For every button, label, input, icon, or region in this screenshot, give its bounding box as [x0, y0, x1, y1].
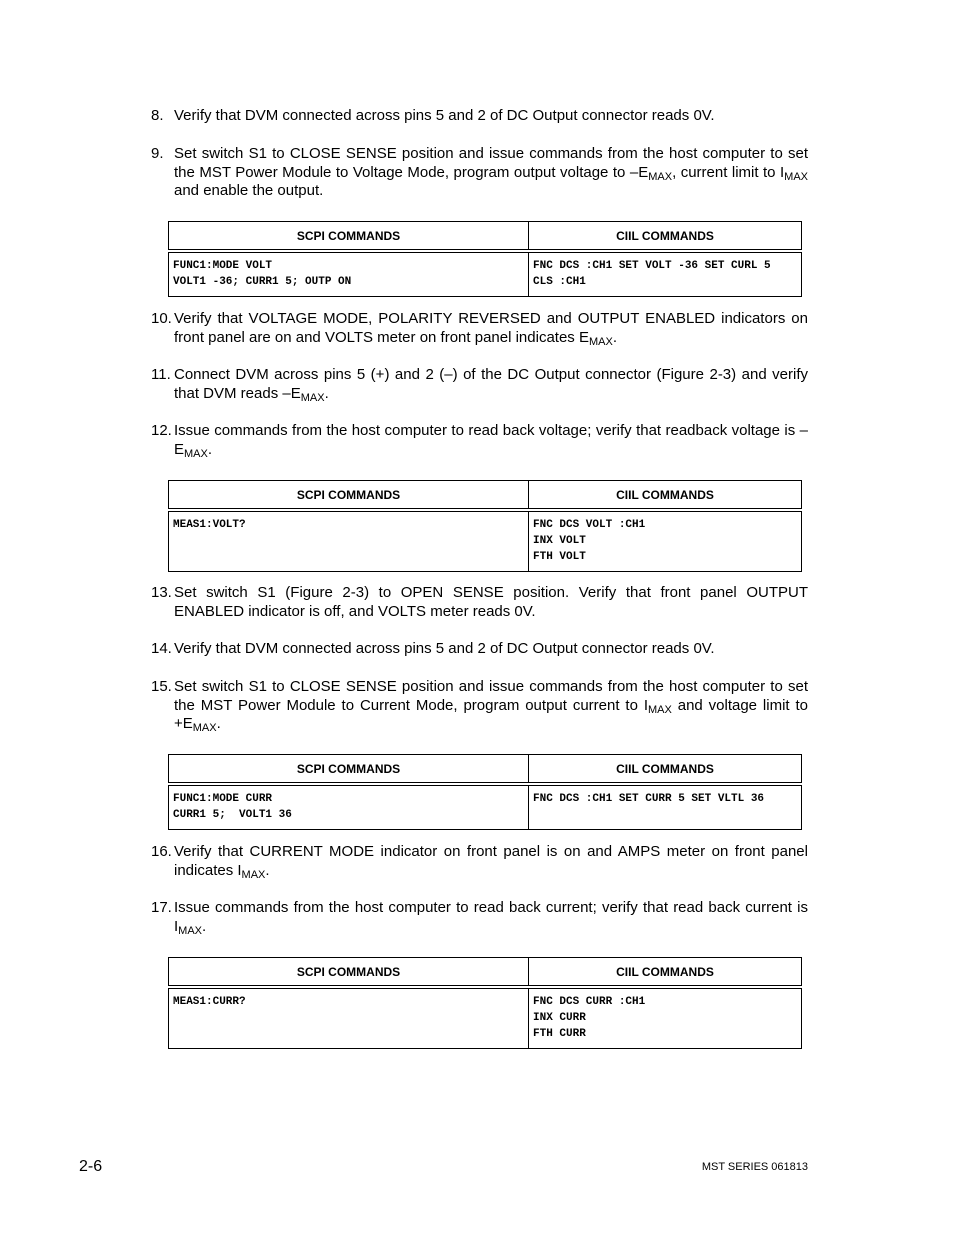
text: , current limit to I	[672, 163, 785, 181]
text: and enable the output.	[174, 182, 324, 200]
ciil-line: FNC DCS CURR :CH1	[533, 996, 646, 1008]
scpi-cell	[169, 987, 529, 1049]
scpi-header: SCPI COMMANDS	[169, 481, 529, 511]
scpi-line: MEAS1:VOLT?	[173, 519, 246, 531]
step-text	[174, 640, 808, 659]
subscript: MAX	[648, 170, 673, 183]
scpi-header: SCPI COMMANDS	[169, 222, 529, 252]
step-17	[151, 899, 808, 936]
step-number: 10.	[151, 310, 172, 327]
step-16	[151, 843, 808, 880]
ciil-header: CIIL COMMANDS	[529, 222, 802, 252]
text: .	[324, 384, 329, 402]
step-number: 17.	[151, 899, 172, 916]
ciil-line: INX VOLT	[533, 535, 586, 547]
text: Verify that VOLTAGE MODE, POLARITY REVERSED and OUTPUT ENABLED indicators on front panel are on and VOLTS meter on front panel indicates E	[174, 310, 808, 346]
ciil-line: FNC DCS :CH1 SET VOLT -36 SET CURL 5	[533, 260, 771, 272]
subscript: MAX	[300, 391, 325, 404]
step-15	[151, 678, 808, 734]
step-text	[174, 584, 808, 621]
text: Verify that CURRENT MODE indicator on front panel is on and AMPS meter on front panel indicates I	[174, 843, 808, 879]
scpi-line: VOLT1 -36; CURR1 5; OUTP ON	[173, 276, 352, 288]
text: Issue commands from the host computer to read back voltage; verify that readback voltage is –E	[174, 422, 808, 458]
ciil-header: CIIL COMMANDS	[529, 755, 802, 785]
ciil-line: INX CURR	[533, 1012, 586, 1024]
step-text	[174, 310, 808, 347]
step-text	[174, 422, 808, 459]
ciil-header: CIIL COMMANDS	[529, 958, 802, 988]
scpi-cell	[169, 251, 529, 297]
step-text	[174, 678, 808, 734]
step-number: 12.	[151, 422, 172, 439]
text: and voltage limit to +E	[174, 696, 808, 733]
text: Set switch S1 to CLOSE SENSE position and issue commands from the host computer to set the MST Power Module to Current Mode, program output current to I	[174, 678, 808, 714]
text: Set switch S1 to CLOSE SENSE position and issue commands from the host computer to set the MST Power Module to Voltage Mode, program output voltage to –E	[174, 145, 808, 181]
step-number: 9.	[151, 145, 164, 162]
ciil-cell	[529, 987, 802, 1049]
scpi-cell	[169, 784, 529, 830]
text: .	[612, 328, 617, 346]
ciil-line: FTH CURR	[533, 1028, 586, 1040]
ciil-line: FNC DCS :CH1 SET CURR 5 SET VLTL 36	[533, 793, 765, 805]
subscript: MAX	[784, 170, 808, 183]
scpi-line: CURR1 5; VOLT1 36	[173, 809, 292, 821]
ciil-cell	[529, 251, 802, 297]
scpi-line: FUNC1:MODE CURR	[173, 793, 273, 805]
step-text	[174, 366, 808, 403]
scpi-line: FUNC1:MODE VOLT	[173, 260, 273, 272]
command-table-2	[168, 480, 802, 572]
command-table-4	[168, 957, 802, 1049]
text: Set switch S1 (Figure 2-3) to OPEN SENSE position. Verify that front panel OUTPUT ENABLED indicator is off, and VOLTS meter reads 0V.	[174, 584, 808, 620]
command-table-3	[168, 754, 802, 830]
subscript: MAX	[178, 924, 203, 937]
ciil-line: FTH VOLT	[533, 551, 586, 563]
step-number: 14.	[151, 640, 172, 657]
ciil-cell	[529, 510, 802, 572]
page-number: 2-6	[79, 1158, 103, 1175]
text: Verify that DVM connected across pins 5 and 2 of DC Output connector reads 0V.	[174, 640, 715, 657]
step-number: 16.	[151, 843, 172, 860]
scpi-header: SCPI COMMANDS	[169, 958, 529, 988]
step-8	[151, 107, 808, 126]
subscript: MAX	[192, 722, 217, 735]
subscript: MAX	[588, 335, 613, 348]
step-number: 8.	[151, 107, 164, 124]
step-number: 15.	[151, 678, 172, 695]
ciil-line: CLS :CH1	[533, 276, 586, 288]
step-9	[151, 145, 808, 201]
text: Verify that DVM connected across pins 5 and 2 of DC Output connector reads 0V.	[174, 107, 715, 124]
text: Connect DVM across pins 5 (+) and 2 (–) of the DC Output connector (Figure 2-3) and verify that DVM reads –E	[174, 366, 808, 402]
step-14	[151, 640, 808, 659]
document-series: MST SERIES 061813	[701, 1161, 808, 1173]
text: .	[265, 861, 270, 879]
scpi-header: SCPI COMMANDS	[169, 755, 529, 785]
step-text	[174, 899, 808, 936]
subscript: MAX	[647, 703, 672, 716]
text: Issue commands from the host computer to read back current; verify that read back current is I	[174, 899, 808, 935]
subscript: MAX	[241, 868, 266, 881]
step-10	[151, 310, 808, 347]
scpi-line: MEAS1:CURR?	[173, 996, 246, 1008]
step-11	[151, 366, 808, 403]
step-12	[151, 422, 808, 459]
step-13	[151, 584, 808, 621]
text: .	[202, 917, 207, 935]
scpi-cell	[169, 510, 529, 572]
step-text	[174, 145, 808, 201]
command-table-1	[168, 221, 802, 297]
step-text	[174, 107, 808, 126]
step-text	[174, 843, 808, 880]
ciil-line: FNC DCS VOLT :CH1	[533, 519, 646, 531]
text: .	[216, 715, 221, 733]
subscript: MAX	[184, 447, 208, 460]
step-number: 11.	[151, 366, 171, 383]
step-number: 13.	[151, 584, 172, 601]
ciil-header: CIIL COMMANDS	[529, 481, 802, 511]
text: .	[207, 440, 213, 458]
ciil-cell	[529, 784, 802, 830]
